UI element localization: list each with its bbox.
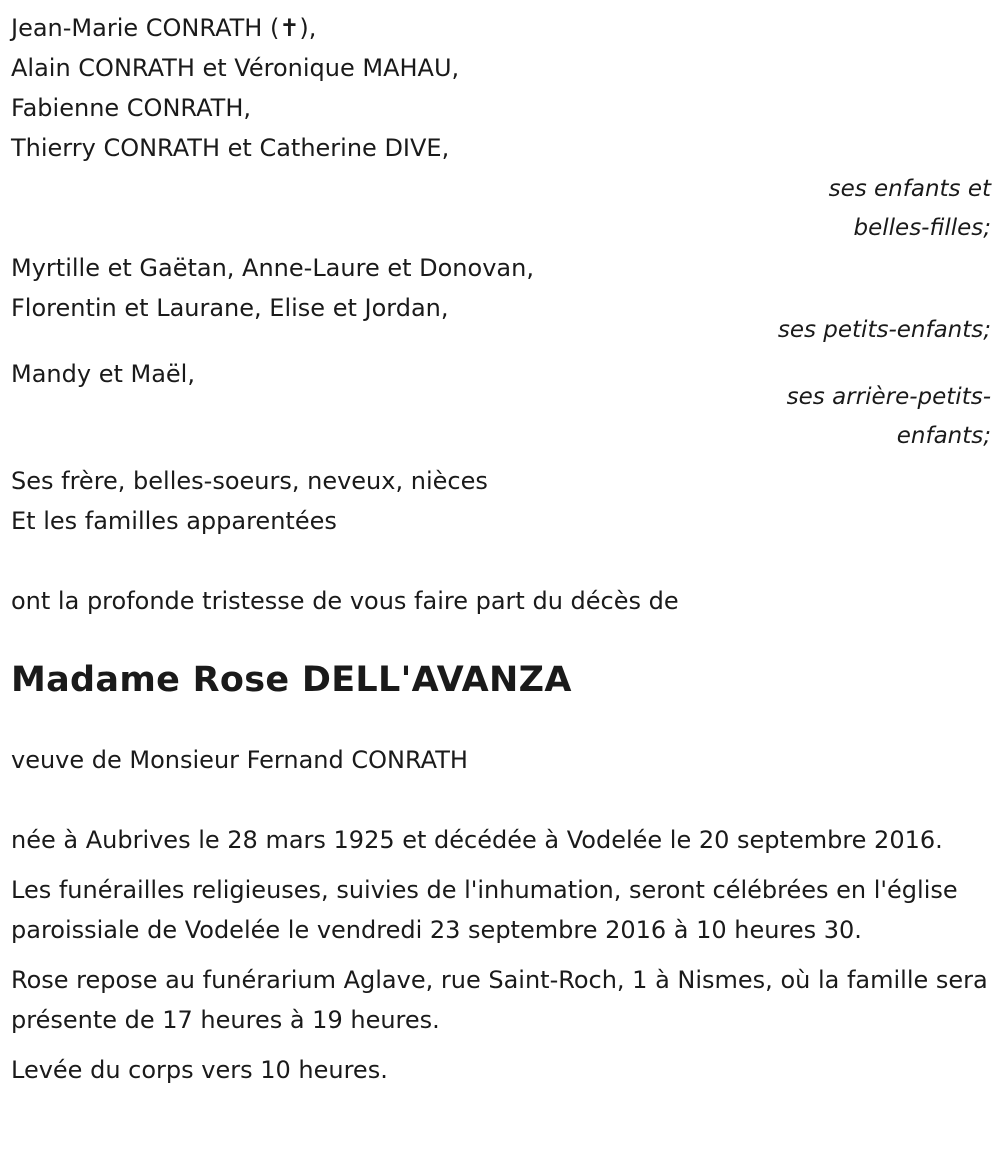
child-line: Thierry CONRATH et Catherine DIVE, bbox=[11, 134, 450, 162]
grandchild-line: Myrtille et Gaëtan, Anne-Laure et Donovan, bbox=[11, 254, 534, 282]
family-list bbox=[11, 461, 991, 541]
widow-of-text: veuve de Monsieur Fernand CONRATH bbox=[11, 746, 468, 774]
children-role bbox=[11, 170, 991, 248]
great-grandchildren-role-line: ses arrière-petits- bbox=[786, 384, 991, 410]
visitation-text: Rose repose au funérarium Aglave, rue Saint-Roch, 1 à Nismes, où la famille sera présente de 17 heures à 19 heures. bbox=[11, 966, 988, 1034]
birth-death-text: née à Aubrives le 28 mars 1925 et décédée à Vodelée le 20 septembre 2016. bbox=[11, 826, 943, 854]
announcement-text: ont la profonde tristesse de vous faire part du décès de bbox=[11, 587, 679, 615]
family-line: Et les familles apparentées bbox=[11, 507, 337, 535]
great-grandchildren-role-line: enfants; bbox=[896, 423, 991, 449]
grandchild-line: Florentin et Laurane, Elise et Jordan, bbox=[11, 294, 449, 322]
great-grandchildren-line: Mandy et Maël, bbox=[11, 360, 195, 388]
deceased-name: Madame Rose DELL'AVANZA bbox=[11, 660, 572, 700]
children-role-line: ses enfants et bbox=[828, 176, 991, 202]
family-line: Ses frère, belles-soeurs, neveux, nièces bbox=[11, 467, 488, 495]
children-role-line: belles-filles; bbox=[853, 215, 991, 241]
child-line: Jean-Marie CONRATH (✝), bbox=[11, 14, 317, 42]
child-line: Alain CONRATH et Véronique MAHAU, bbox=[11, 54, 460, 82]
funeral-text: Les funérailles religieuses, suivies de l'inhumation, seront célébrées en l'église paroissiale de Vodelée le vendredi 23 septembre 2016 à 10 heures 30. bbox=[11, 876, 958, 944]
children-list bbox=[11, 8, 991, 168]
child-line: Fabienne CONRATH, bbox=[11, 94, 251, 122]
grandchildren-role: ses petits-enfants; bbox=[777, 317, 991, 343]
obituary-notice bbox=[11, 8, 991, 1090]
removal-text: Levée du corps vers 10 heures. bbox=[11, 1056, 388, 1084]
